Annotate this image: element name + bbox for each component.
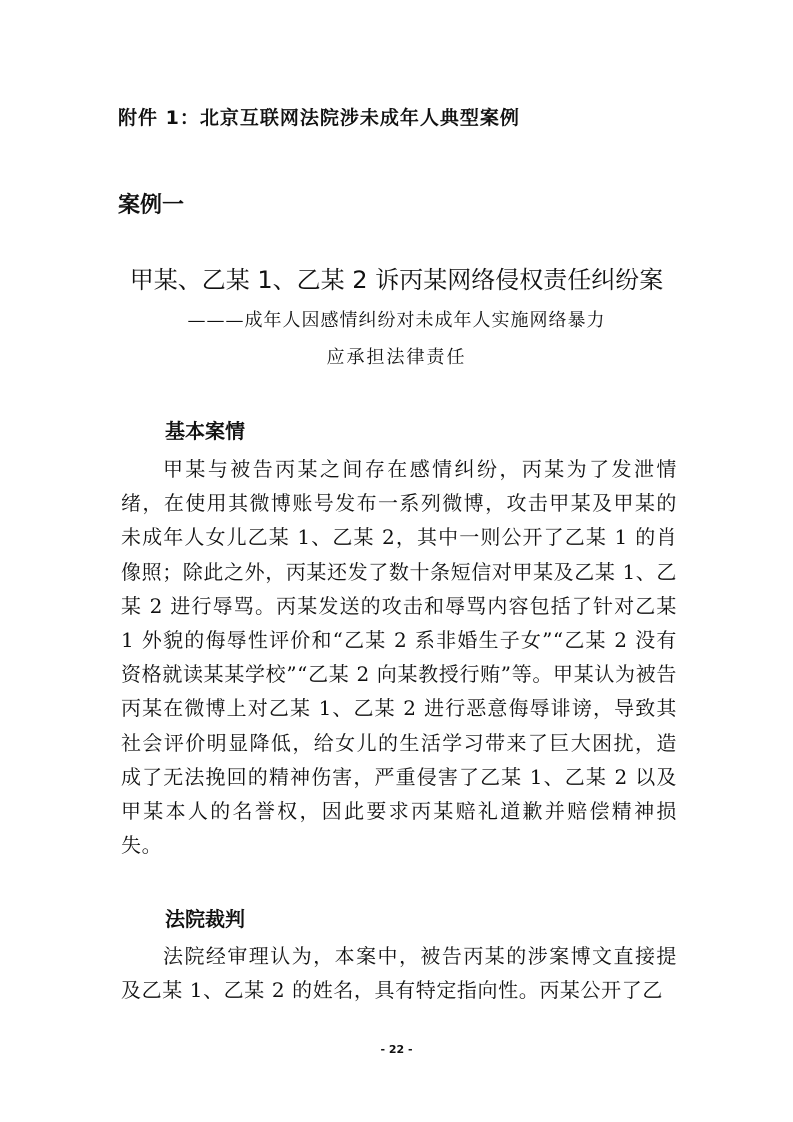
case-title: 甲某、乙某 1、乙某 2 诉丙某网络侵权责任纠纷案 (129, 266, 664, 294)
case-subtitle-line2: 应承担法律责任 (326, 347, 467, 368)
case-number: 案例一 (118, 193, 185, 218)
case-subtitle-line1: ———成年人因感情纠纷对未成年人实施网络暴力 (187, 310, 606, 331)
court-ruling-heading: 法院裁判 (165, 907, 245, 931)
court-ruling-paragraph: 法院经审理认为，本案中，被告丙某的涉案博文直接提及乙某 1、乙某 2 的姓名，具有特定指向性。丙某公开了乙 (121, 944, 677, 1003)
basic-facts-paragraph: 甲某与被告丙某之间存在感情纠纷，丙某为了发泄情绪，在使用其微博账号发布一系列微博，攻击甲某及甲某的未成年人女儿乙某 1、乙某 2，其中一则公开了乙某 1 的肖像照；除此之外，丙某还发了数十条短信对甲某及乙某 1、乙某 2 进行辱骂。丙某发送的攻击和辱骂内容包括了针对乙某 1 外貌的侮辱性评价和“乙某 2 系非婚生子女”“乙某 2 没有资格就读某某学校”“乙某 2 向某教授行贿”等。甲某认为被告丙某在微博上对乙某 1、乙某 2 进行恶意侮辱诽谤，导致其社会评价明显降低，给女儿的生活学习带来了巨大困扰，造成了无法挽回的精神伤害，严重侵害了乙某 1、乙某 2 以及甲某本人的名誉权，因此要求丙某赔礼道歉并赔偿精神损失。 (121, 457, 677, 858)
attachment-heading: 附件 1：北京互联网法院涉未成年人典型案例 (118, 107, 520, 129)
basic-facts-heading: 基本案情 (165, 419, 245, 443)
page-number: - 22 - (380, 1043, 413, 1056)
